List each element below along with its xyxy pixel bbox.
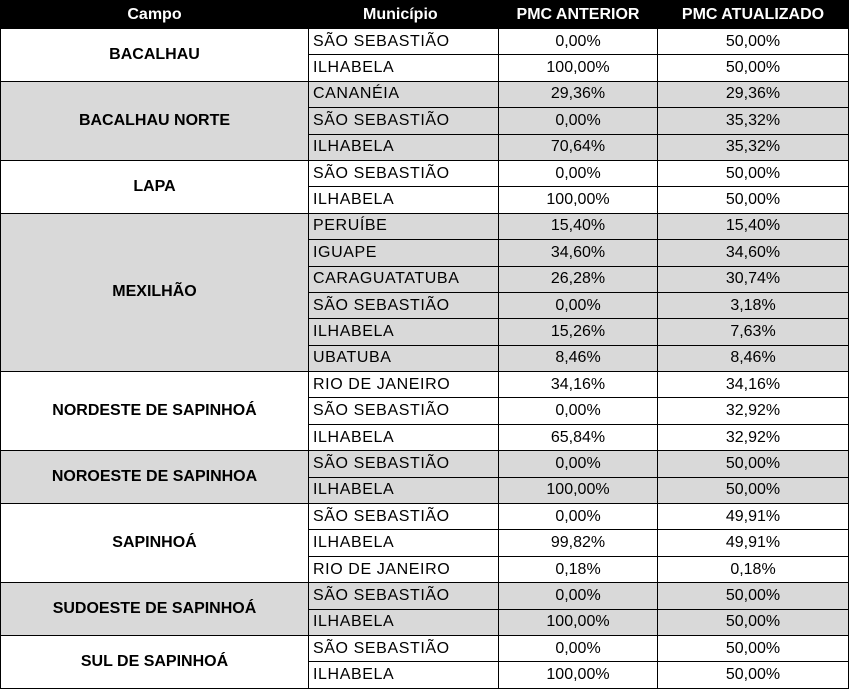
pmc-anterior-cell: 0,00% <box>499 583 658 609</box>
municipio-cell: ILHABELA <box>309 662 499 688</box>
pmc-atualizado-cell: 8,46% <box>658 345 849 371</box>
campo-cell: SUDOESTE DE SAPINHOÁ <box>1 583 309 636</box>
pmc-atualizado-cell: 50,00% <box>658 583 849 609</box>
campo-cell: MEXILHÃO <box>1 213 309 371</box>
pmc-anterior-cell: 29,36% <box>499 81 658 107</box>
municipio-cell: RIO DE JANEIRO <box>309 556 499 582</box>
pmc-anterior-cell: 100,00% <box>499 609 658 635</box>
pmc-atualizado-cell: 49,91% <box>658 530 849 556</box>
municipio-cell: SÃO SEBASTIÃO <box>309 583 499 609</box>
header-campo: Campo <box>1 1 309 29</box>
header-row <box>1 1 849 29</box>
municipio-cell: SÃO SEBASTIÃO <box>309 108 499 134</box>
pmc-atualizado-cell: 34,16% <box>658 372 849 398</box>
pmc-atualizado-cell: 0,18% <box>658 556 849 582</box>
municipio-cell: ILHABELA <box>309 134 499 160</box>
municipio-cell: ILHABELA <box>309 424 499 450</box>
municipio-cell: IGUAPE <box>309 240 499 266</box>
pmc-atualizado-cell: 50,00% <box>658 55 849 81</box>
table-body <box>1 29 849 689</box>
pmc-atualizado-cell: 29,36% <box>658 81 849 107</box>
pmc-atualizado-cell: 7,63% <box>658 319 849 345</box>
pmc-anterior-cell: 0,18% <box>499 556 658 582</box>
pmc-atualizado-cell: 34,60% <box>658 240 849 266</box>
pmc-anterior-cell: 100,00% <box>499 662 658 688</box>
campo-cell: SAPINHOÁ <box>1 504 309 583</box>
municipio-cell: PERUÍBE <box>309 213 499 239</box>
pmc-atualizado-cell: 15,40% <box>658 213 849 239</box>
municipio-cell: RIO DE JANEIRO <box>309 372 499 398</box>
pmc-anterior-cell: 99,82% <box>499 530 658 556</box>
pmc-atualizado-cell: 50,00% <box>658 609 849 635</box>
pmc-anterior-cell: 0,00% <box>499 160 658 186</box>
pmc-anterior-cell: 8,46% <box>499 345 658 371</box>
municipio-cell: SÃO SEBASTIÃO <box>309 451 499 477</box>
municipio-cell: ILHABELA <box>309 530 499 556</box>
pmc-atualizado-cell: 32,92% <box>658 424 849 450</box>
header-pmc-atualizado: PMC ATUALIZADO <box>658 1 849 29</box>
pmc-atualizado-cell: 30,74% <box>658 266 849 292</box>
municipio-cell: ILHABELA <box>309 55 499 81</box>
pmc-anterior-cell: 0,00% <box>499 398 658 424</box>
pmc-anterior-cell: 0,00% <box>499 108 658 134</box>
municipio-cell: ILHABELA <box>309 319 499 345</box>
table-row <box>1 504 849 530</box>
table-row <box>1 372 849 398</box>
pmc-atualizado-cell: 35,32% <box>658 134 849 160</box>
campo-cell: LAPA <box>1 160 309 213</box>
municipio-cell: SÃO SEBASTIÃO <box>309 160 499 186</box>
pmc-atualizado-cell: 50,00% <box>658 187 849 213</box>
pmc-anterior-cell: 0,00% <box>499 635 658 661</box>
pmc-anterior-cell: 100,00% <box>499 187 658 213</box>
header-municipio: Município <box>309 1 499 29</box>
pmc-atualizado-cell: 50,00% <box>658 662 849 688</box>
pmc-atualizado-cell: 32,92% <box>658 398 849 424</box>
municipio-cell: SÃO SEBASTIÃO <box>309 398 499 424</box>
campo-cell: BACALHAU <box>1 29 309 82</box>
table-row <box>1 29 849 55</box>
pmc-anterior-cell: 0,00% <box>499 504 658 530</box>
pmc-anterior-cell: 100,00% <box>499 55 658 81</box>
pmc-atualizado-cell: 50,00% <box>658 29 849 55</box>
campo-cell: SUL DE SAPINHOÁ <box>1 635 309 688</box>
pmc-atualizado-cell: 49,91% <box>658 504 849 530</box>
pmc-atualizado-cell: 50,00% <box>658 477 849 503</box>
municipio-cell: CARAGUATATUBA <box>309 266 499 292</box>
campo-cell: NORDESTE DE SAPINHOÁ <box>1 372 309 451</box>
pmc-anterior-cell: 15,26% <box>499 319 658 345</box>
pmc-atualizado-cell: 50,00% <box>658 451 849 477</box>
campo-cell: BACALHAU NORTE <box>1 81 309 160</box>
pmc-anterior-cell: 0,00% <box>499 29 658 55</box>
municipio-cell: SÃO SEBASTIÃO <box>309 635 499 661</box>
pmc-anterior-cell: 26,28% <box>499 266 658 292</box>
pmc-anterior-cell: 0,00% <box>499 451 658 477</box>
pmc-anterior-cell: 70,64% <box>499 134 658 160</box>
table-row <box>1 213 849 239</box>
pmc-atualizado-cell: 50,00% <box>658 635 849 661</box>
pmc-atualizado-cell: 35,32% <box>658 108 849 134</box>
campo-cell: NOROESTE DE SAPINHOA <box>1 451 309 504</box>
header-pmc-anterior: PMC ANTERIOR <box>499 1 658 29</box>
table-row <box>1 583 849 609</box>
pmc-anterior-cell: 34,16% <box>499 372 658 398</box>
municipio-cell: UBATUBA <box>309 345 499 371</box>
pmc-atualizado-cell: 3,18% <box>658 292 849 318</box>
municipio-cell: CANANÉIA <box>309 81 499 107</box>
table-row <box>1 160 849 186</box>
municipio-cell: SÃO SEBASTIÃO <box>309 29 499 55</box>
pmc-anterior-cell: 34,60% <box>499 240 658 266</box>
pmc-anterior-cell: 15,40% <box>499 213 658 239</box>
table-row <box>1 451 849 477</box>
municipio-cell: SÃO SEBASTIÃO <box>309 292 499 318</box>
pmc-anterior-cell: 65,84% <box>499 424 658 450</box>
pmc-anterior-cell: 100,00% <box>499 477 658 503</box>
municipio-cell: ILHABELA <box>309 609 499 635</box>
table-row <box>1 635 849 661</box>
municipio-cell: SÃO SEBASTIÃO <box>309 504 499 530</box>
pmc-atualizado-cell: 50,00% <box>658 160 849 186</box>
municipio-cell: ILHABELA <box>309 187 499 213</box>
pmc-anterior-cell: 0,00% <box>499 292 658 318</box>
municipio-cell: ILHABELA <box>309 477 499 503</box>
table-row <box>1 81 849 107</box>
